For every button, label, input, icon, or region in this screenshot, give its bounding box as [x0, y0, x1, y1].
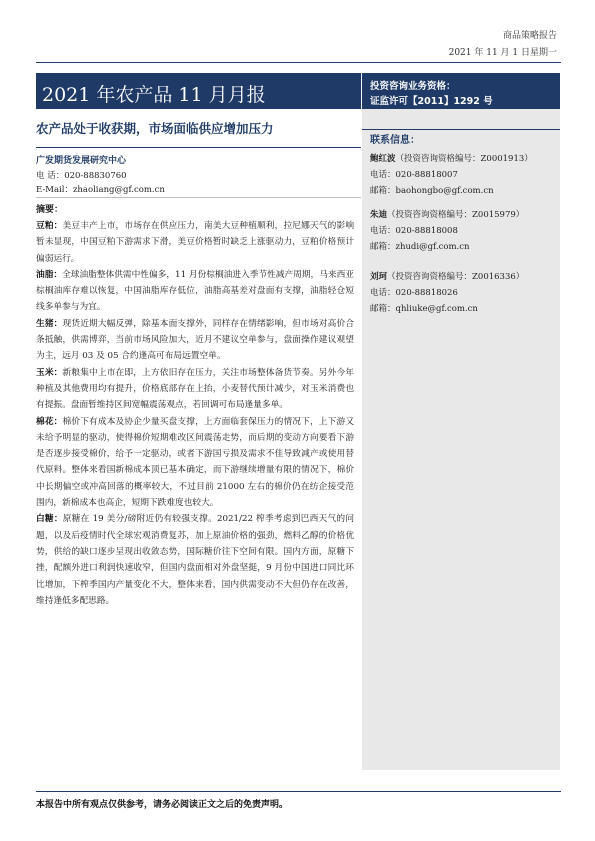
organization-phone: 电 话：020-88830760	[36, 171, 127, 181]
contact-email[interactable]: 邮箱：baohongbo@gf.com.cn	[370, 186, 494, 196]
abstract-key: 玉米：	[36, 367, 63, 378]
report-subtitle: 农产品处于收获期，市场面临供应增加压力	[36, 121, 274, 136]
title-bar	[36, 73, 361, 109]
contact-heading	[362, 129, 560, 146]
contact-cert: （投资咨询资格编号：Z0001913）	[395, 154, 533, 164]
abstract-item-soymeal	[36, 218, 354, 267]
page-title: 2021 年农产品 11 月月报	[42, 84, 266, 106]
contact-name-line	[370, 269, 524, 285]
contact-cert: （投资咨询资格编号：Z0015979）	[387, 210, 525, 220]
org-divider	[36, 197, 361, 198]
contact-phone: 电话：020-88818008	[370, 226, 458, 236]
abstract-body	[36, 218, 354, 609]
contact-card	[370, 269, 524, 317]
contact-phone: 电话：020-88818026	[370, 288, 458, 298]
abstract-text: 美豆丰产上市，市场存在供应压力，南美大豆种植顺利，拉尼娜天气的影响暂未显现，中国豆粕下游需求下滑，美豆价格暂时缺乏上涨驱动力，豆粕价格预计偏弱运行。	[36, 221, 355, 264]
sidebar	[362, 73, 560, 770]
abstract-item-cotton	[36, 414, 354, 512]
abstract-item-hogs	[36, 316, 354, 365]
contact-heading-label: 联系信息：	[370, 135, 420, 146]
abstract-key: 棉花：	[36, 416, 63, 427]
subtitle-divider	[36, 147, 361, 148]
contact-name: 朱迪	[370, 210, 388, 220]
abstract-item-oils	[36, 267, 354, 316]
contact-name: 刘珂	[370, 272, 388, 282]
abstract-item-sugar	[36, 511, 354, 609]
license-box	[362, 73, 560, 109]
contact-card	[370, 207, 524, 255]
contact-email[interactable]: 邮箱：qhliuke@gf.com.cn	[370, 304, 478, 314]
abstract-label: 摘要：	[36, 205, 64, 215]
abstract-text: 原糖在 19 美分/磅附近仍有较强支撑。2021/22 榨季考虑到巴西天气的问题，以及后疫情时代全球宏观消费复苏，加上原油价格的强劲，燃料乙醇的价格优势，供给的缺口逐步呈现出收敛态势，国际糖价往下空间有限。国内方面，原糖下挫，配额外进口利润快速收窄，但国内盘面相对外盘坚挺，9 月份中国进口同比环比增加，下榨季国内产量变化不大，整体来看，国内供需变动不大但仍存在改善，维持逢低多配思路。	[36, 514, 355, 606]
contact-name: 鲍红波	[370, 154, 396, 164]
abstract-text: 新粮集中上市在即，上方依旧存在压力，关注市场整体备货节奏。另外今年种植及其他费用均有提升，价格底部存在上抬，小麦替代预计减少，对玉米消费也有提振。盘面暂维持区间宽幅震荡观点，若回调可布局逢量多单。	[36, 367, 355, 411]
report-type: 商品策略报告	[502, 31, 557, 41]
header-divider	[36, 62, 561, 63]
organization-email[interactable]: E-Mail：zhaoliang@gf.com.cn	[36, 185, 165, 195]
contact-cert: （投资咨询资格编号：Z0016336）	[387, 272, 525, 282]
abstract-key: 白糖：	[36, 514, 63, 525]
abstract-key: 生猪：	[36, 318, 63, 329]
disclaimer: 本报告中所有观点仅供参考，请务必阅读正文之后的免责声明。	[36, 800, 289, 810]
abstract-text: 全球油脂整体供需中性偏多，11 月份棕榈油进入季节性减产周期，马来西亚棕榈油库存难以恢复，中国油脂库存低位，油脂高基差对盘面有支撑，油脂轻仓短线多单参与为宜。	[36, 269, 354, 313]
contact-phone: 电话：020-88818007	[370, 170, 458, 180]
report-date: 2021 年 11 月 1 日星期一	[448, 48, 557, 58]
footer-divider	[36, 791, 561, 792]
license-number: 证监许可【2011】1292 号	[370, 96, 493, 107]
abstract-key: 油脂：	[36, 269, 63, 280]
organization-name: 广发期货发展研究中心	[36, 156, 127, 166]
contact-email[interactable]: 邮箱：zhudi@gf.com.cn	[370, 242, 470, 252]
contact-name-line	[370, 151, 533, 167]
abstract-key: 豆粕：	[36, 221, 63, 231]
abstract-text: 现货近期大幅反弹，除基本面支撑外，同样存在情绪影响，但市场对高价合条抵触，供需博弈，当前市场风险加大，近月不建议空单参与，盘面操作建议观望为主，远月 03 及 05 合约逢高可布局远置空单。	[36, 318, 355, 362]
contact-card	[370, 151, 533, 199]
contact-name-line	[370, 207, 524, 223]
abstract-text: 棉价下有成本及协企少量买盘支撑，上方面临套保压力的情况下，上下游又未给予明显的驱动，使得棉价短期难改区间震荡走势，而后期的变动方向要看下游是否逐步接受棉价，给予一定驱动，或者下游国亏损及需求不佳导致减产或使用替代原料。整体来看国新棉成本顶已基本确定，而下游继续增量有限的情况下，棉价中长期偏空或冲高回落的概率较大，不过目前 21000 左右的棉价仍在纺企接受范围内，新棉成本也高企，短期下跌难度也较大。	[36, 416, 355, 509]
license-label: 投资咨询业务资格：	[370, 81, 456, 92]
abstract-item-corn	[36, 365, 354, 414]
